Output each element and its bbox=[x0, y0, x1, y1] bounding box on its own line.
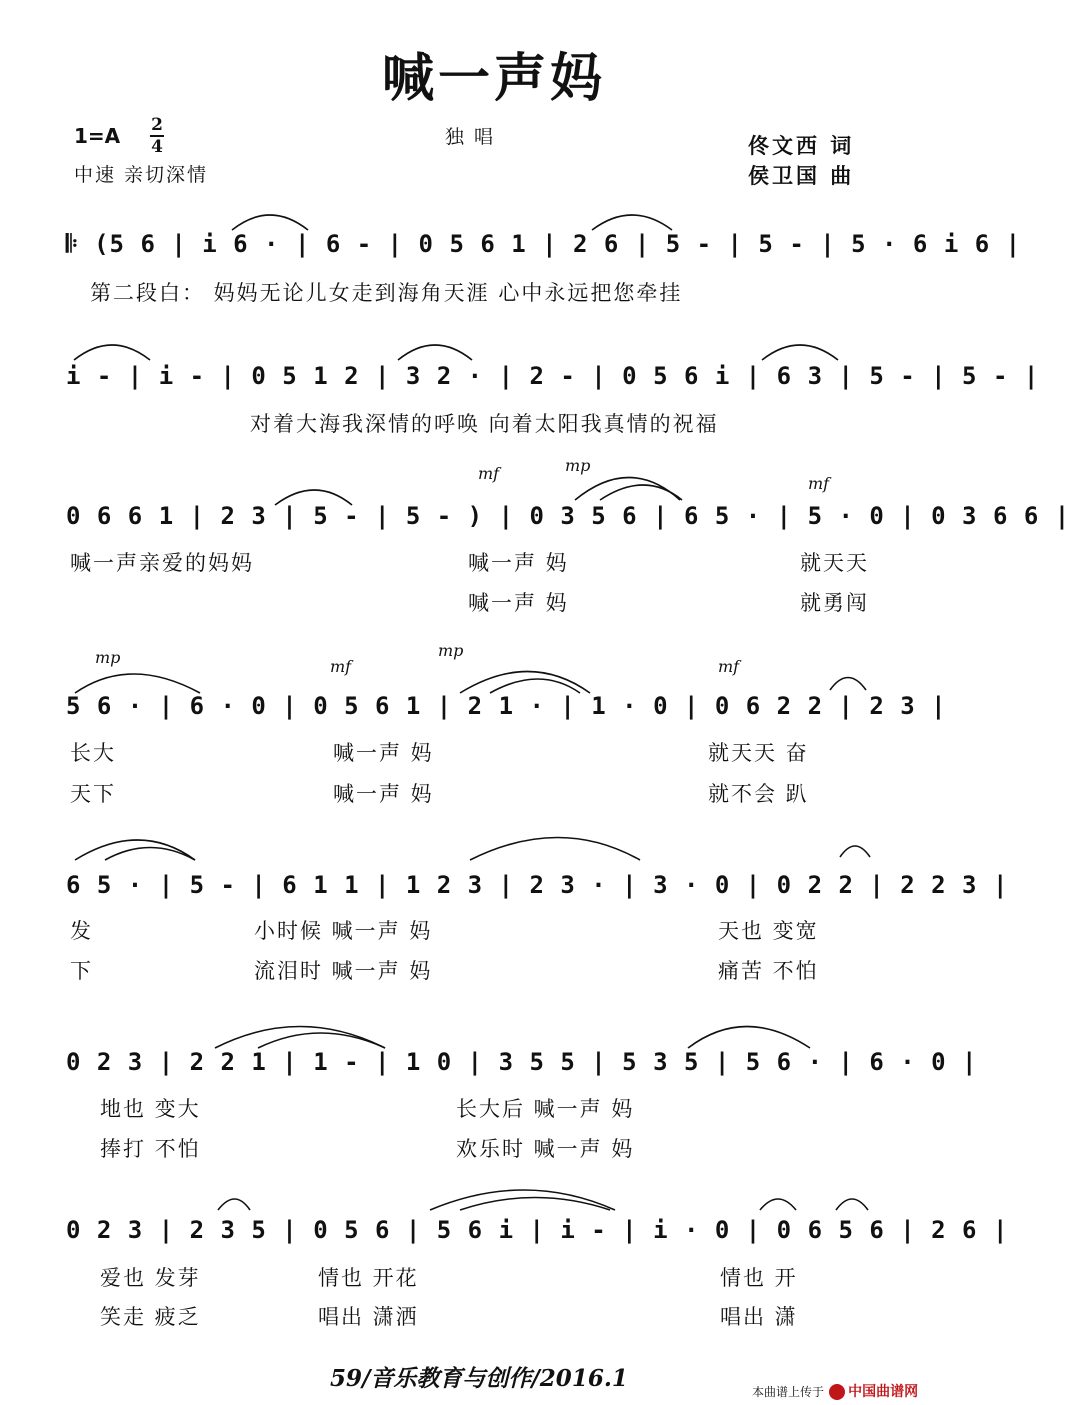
dynamic-mark: mp bbox=[565, 456, 591, 475]
slur bbox=[398, 345, 472, 360]
notation-line-6: 0 2 3 | 2 2 1 | 1 - | 1 0 | 3 5 5 | 5 3 5 | 5 6 · | 6 · 0 | bbox=[66, 1048, 978, 1076]
performance-type: 独 唱 bbox=[445, 126, 496, 148]
lyric-line-7e: 唱出 潇洒 bbox=[318, 1305, 419, 1329]
lyric-line-2: 对着大海我深情的呼唤 向着太阳我真情的祝福 bbox=[250, 412, 719, 436]
time-numerator: 2 bbox=[151, 115, 163, 135]
lyric-line-3c: 就天天 bbox=[800, 551, 869, 575]
slur bbox=[762, 345, 838, 360]
upload-watermark bbox=[752, 1381, 918, 1401]
slur bbox=[470, 838, 640, 861]
lyric-line-7a: 爱也 发芽 bbox=[100, 1266, 201, 1290]
lyric-line-6b: 长大后 喊一声 妈 bbox=[456, 1097, 635, 1121]
site-name[interactable]: 中国曲谱网 bbox=[848, 1384, 919, 1400]
lyric-line-3d: 喊一声 妈 bbox=[468, 591, 569, 615]
lyric-line-4f: 就不会 趴 bbox=[708, 782, 809, 806]
lyric-line-5f: 痛苦 不怕 bbox=[718, 959, 819, 983]
slur bbox=[218, 1199, 250, 1210]
lyric-line-3a: 喊一声亲爱的妈妈 bbox=[70, 551, 254, 575]
slur bbox=[74, 345, 150, 360]
slur bbox=[258, 1033, 385, 1048]
lyric-line-5e: 流泪时 喊一声 妈 bbox=[254, 959, 433, 983]
slur bbox=[75, 674, 200, 693]
lyric-line-1: 第二段白： 妈妈无论儿女走到海角天涯 心中永远把您牵挂 bbox=[90, 281, 683, 305]
slur bbox=[592, 215, 672, 230]
slur bbox=[760, 1199, 796, 1210]
notation-line-7: 0 2 3 | 2 3 5 | 0 5 6 | 5 6 i | i - | i · 0 | 0 6 5 6 | 2 6 | bbox=[66, 1216, 1009, 1244]
slur bbox=[830, 678, 866, 691]
dynamic-mark: mf bbox=[808, 474, 830, 493]
source-citation: 59/音乐教育与创作/2016.1 bbox=[330, 1365, 628, 1392]
slur bbox=[460, 672, 590, 694]
lyric-line-4d: 天下 bbox=[70, 782, 116, 806]
lyricist-credit: 佟文西 词 bbox=[748, 134, 855, 158]
lyric-line-4b: 喊一声 妈 bbox=[333, 741, 434, 765]
slur bbox=[232, 215, 308, 230]
notation-line-1: 𝄆 (5 6 | i 6 · | 6 - | 0 5 6 1 | 2 6 | 5 - | 5 - | 5 · 6 i 6 | bbox=[66, 230, 1022, 258]
lyric-line-4a: 长大 bbox=[70, 741, 116, 765]
lyric-line-6c: 捧打 不怕 bbox=[100, 1137, 201, 1161]
lyric-line-7f: 唱出 潇 bbox=[720, 1305, 798, 1329]
slur bbox=[75, 840, 195, 860]
dynamic-mark: mp bbox=[95, 648, 121, 667]
slur bbox=[688, 1027, 810, 1049]
slur bbox=[836, 1199, 868, 1210]
lyric-line-5d: 下 bbox=[70, 959, 93, 983]
slur bbox=[490, 679, 580, 693]
lyric-line-7b: 情也 开花 bbox=[318, 1266, 419, 1290]
lyric-line-5b: 小时候 喊一声 妈 bbox=[254, 919, 433, 943]
notation-line-4: 5 6 · | 6 · 0 | 0 5 6 1 | 2 1 · | 1 · 0 | 0 6 2 2 | 2 3 | bbox=[66, 692, 947, 720]
slur bbox=[840, 846, 870, 857]
time-denominator: 4 bbox=[151, 137, 163, 157]
notation-line-5: 6 5 · | 5 - | 6 1 1 | 1 2 3 | 2 3 · | 3 · 0 | 0 2 2 | 2 2 3 | bbox=[66, 871, 1009, 899]
lyric-line-3e: 就勇闯 bbox=[800, 591, 869, 615]
dynamic-mark: mp bbox=[438, 641, 464, 660]
slur bbox=[105, 848, 195, 861]
lyric-line-5c: 天也 变宽 bbox=[718, 919, 819, 943]
lyric-line-3b: 喊一声 妈 bbox=[468, 551, 569, 575]
lyric-line-7c: 情也 开 bbox=[720, 1266, 798, 1290]
lyric-line-6a: 地也 变大 bbox=[100, 1097, 201, 1121]
dynamic-mark: mf bbox=[330, 657, 352, 676]
composer-credit: 侯卫国 曲 bbox=[748, 164, 855, 188]
site-logo-icon bbox=[829, 1384, 845, 1400]
lyric-line-6d: 欢乐时 喊一声 妈 bbox=[456, 1137, 635, 1161]
slur bbox=[215, 1027, 385, 1049]
tempo-marking: 中速 亲切深情 bbox=[74, 164, 209, 186]
dynamic-mark: mf bbox=[478, 464, 500, 483]
slur bbox=[600, 485, 682, 500]
key-signature: 1=A bbox=[74, 124, 121, 148]
notation-line-3: 0 6 6 1 | 2 3 | 5 - | 5 - ) | 0 3 5 6 | 6 5 · | 5 · 0 | 0 3 6 6 | bbox=[66, 502, 1070, 530]
upload-note: 本曲谱上传于 bbox=[752, 1385, 825, 1399]
page-title: 喊一声妈 bbox=[382, 49, 607, 109]
lyric-line-7d: 笑走 疲乏 bbox=[100, 1305, 201, 1329]
lyric-line-5a: 发 bbox=[70, 919, 93, 943]
slur bbox=[430, 1190, 615, 1210]
lyric-line-4e: 喊一声 妈 bbox=[333, 782, 434, 806]
dynamic-mark: mf bbox=[718, 657, 740, 676]
lyric-line-4c: 就天天 奋 bbox=[708, 741, 809, 765]
notation-line-2: i - | i - | 0 5 1 2 | 3 2 · | 2 - | 0 5 6 i | 6 3 | 5 - | 5 - | bbox=[66, 362, 1040, 390]
